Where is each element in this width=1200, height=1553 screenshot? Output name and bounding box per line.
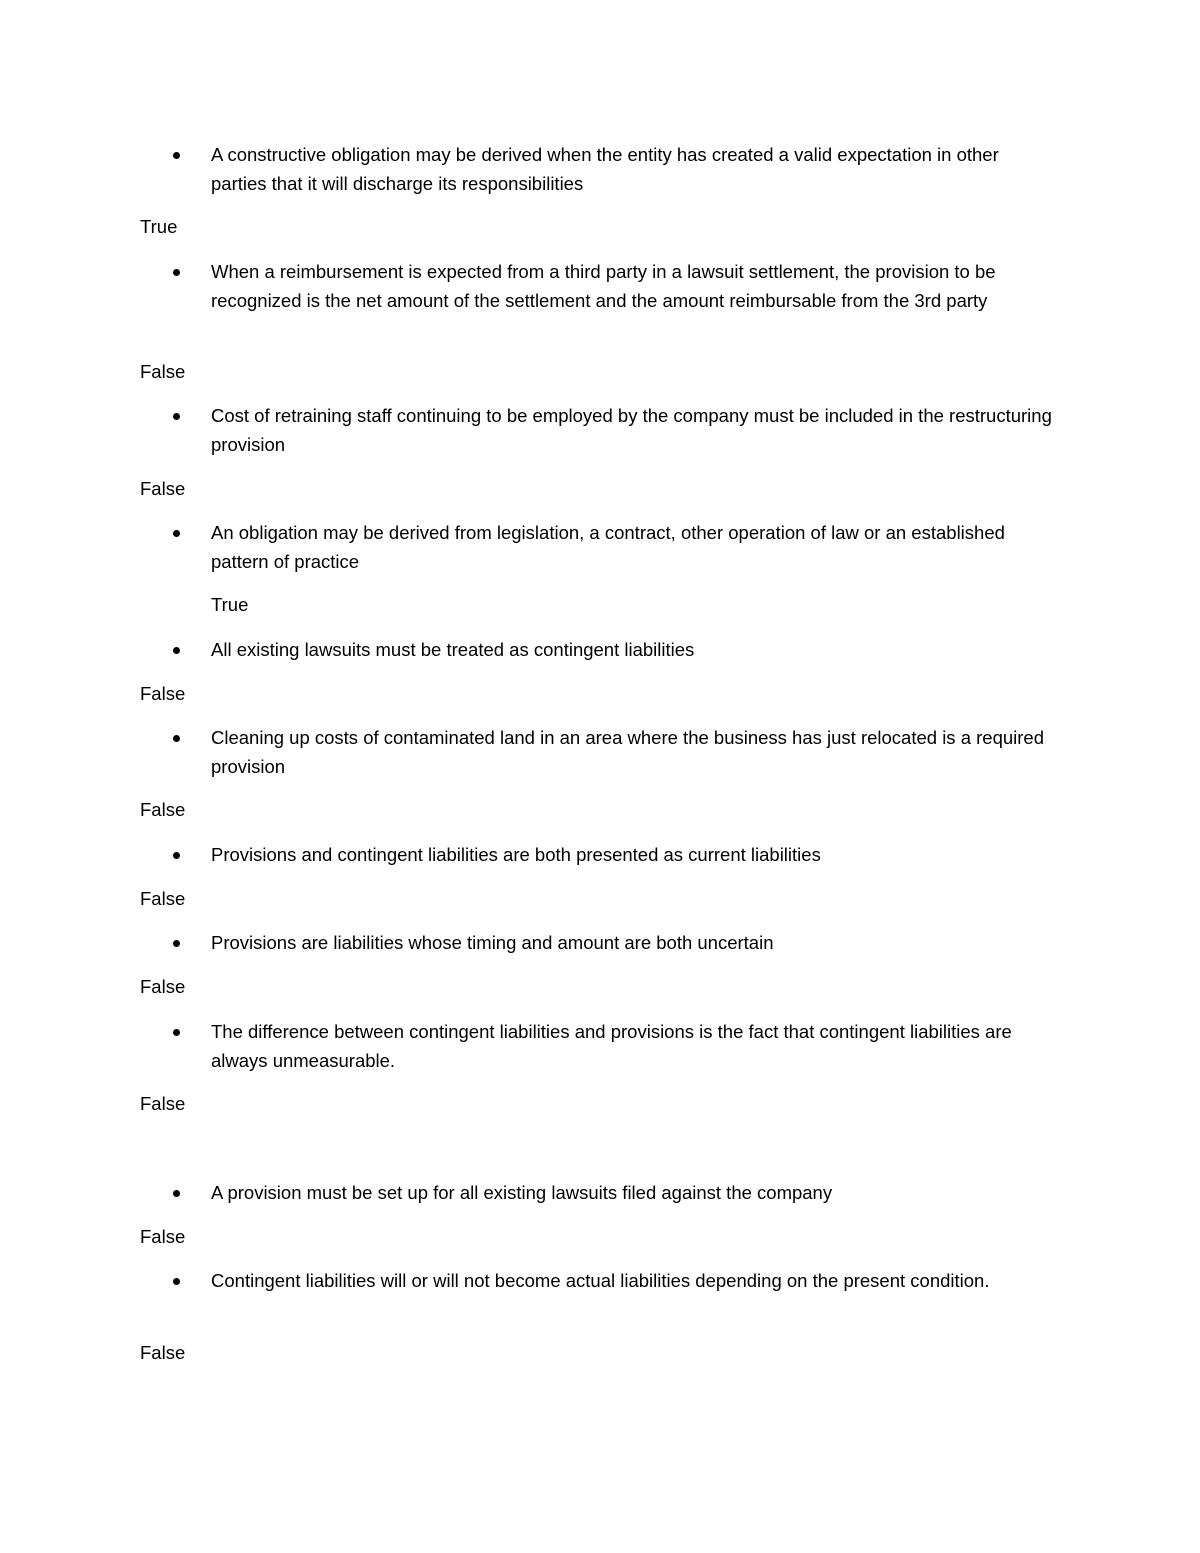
answer-text: False [140,478,186,499]
list-item [211,402,1056,459]
list-item [211,1267,1056,1296]
bullet-icon [173,852,180,859]
list-item [211,636,1056,665]
list-item [211,519,1056,576]
answer-text: False [140,361,186,382]
list-item [211,258,1056,315]
list-item [211,841,1056,870]
bullet-icon [173,530,180,537]
bullet-icon [173,735,180,742]
answer-text: False [140,683,186,704]
statement-text: Cleaning up costs of contaminated land in an area where the business has just relocated is a required provision [211,727,1045,777]
answer-text: False [140,1342,186,1363]
answer-text: False [140,1093,186,1114]
bullet-icon [173,1029,180,1036]
statement-text: Contingent liabilities will or will not become actual liabilities depending on the present condition. [211,1270,990,1291]
answer-text: True [211,594,249,615]
bullet-icon [173,940,180,947]
statement-text: When a reimbursement is expected from a third party in a lawsuit settlement, the provision to be recognized is the net amount of the settlement and the amount reimbursable from the 3rd party [211,261,996,311]
answer-text: False [140,799,186,820]
statement-text: An obligation may be derived from legislation, a contract, other operation of law or an established pattern of practice [211,522,1005,572]
list-item [211,929,1056,958]
list-item [211,724,1056,781]
bullet-icon [173,269,180,276]
answer-text: True [140,216,178,237]
statement-text: A constructive obligation may be derived when the entity has created a valid expectation in other parties that it will discharge its responsibilities [211,144,999,194]
bullet-icon [173,413,180,420]
bullet-icon [173,647,180,654]
answer-text: False [140,976,186,997]
statement-text: The difference between contingent liabilities and provisions is the fact that contingent liabilities are always unmeasurable. [211,1021,1012,1071]
bullet-icon [173,1190,180,1197]
answer-text: False [140,1226,186,1247]
statement-text: All existing lawsuits must be treated as contingent liabilities [211,639,695,660]
statement-text: Cost of retraining staff continuing to be employed by the company must be included in the restructuring provision [211,405,1052,455]
list-item [211,1018,1056,1075]
bullet-icon [173,1278,180,1285]
answer-text: False [140,888,186,909]
statement-text: Provisions are liabilities whose timing and amount are both uncertain [211,932,774,953]
list-item [211,1179,1056,1208]
list-item [211,141,1056,198]
bullet-icon [173,152,180,159]
statement-text: Provisions and contingent liabilities are both presented as current liabilities [211,844,821,865]
statement-text: A provision must be set up for all existing lawsuits filed against the company [211,1182,833,1203]
